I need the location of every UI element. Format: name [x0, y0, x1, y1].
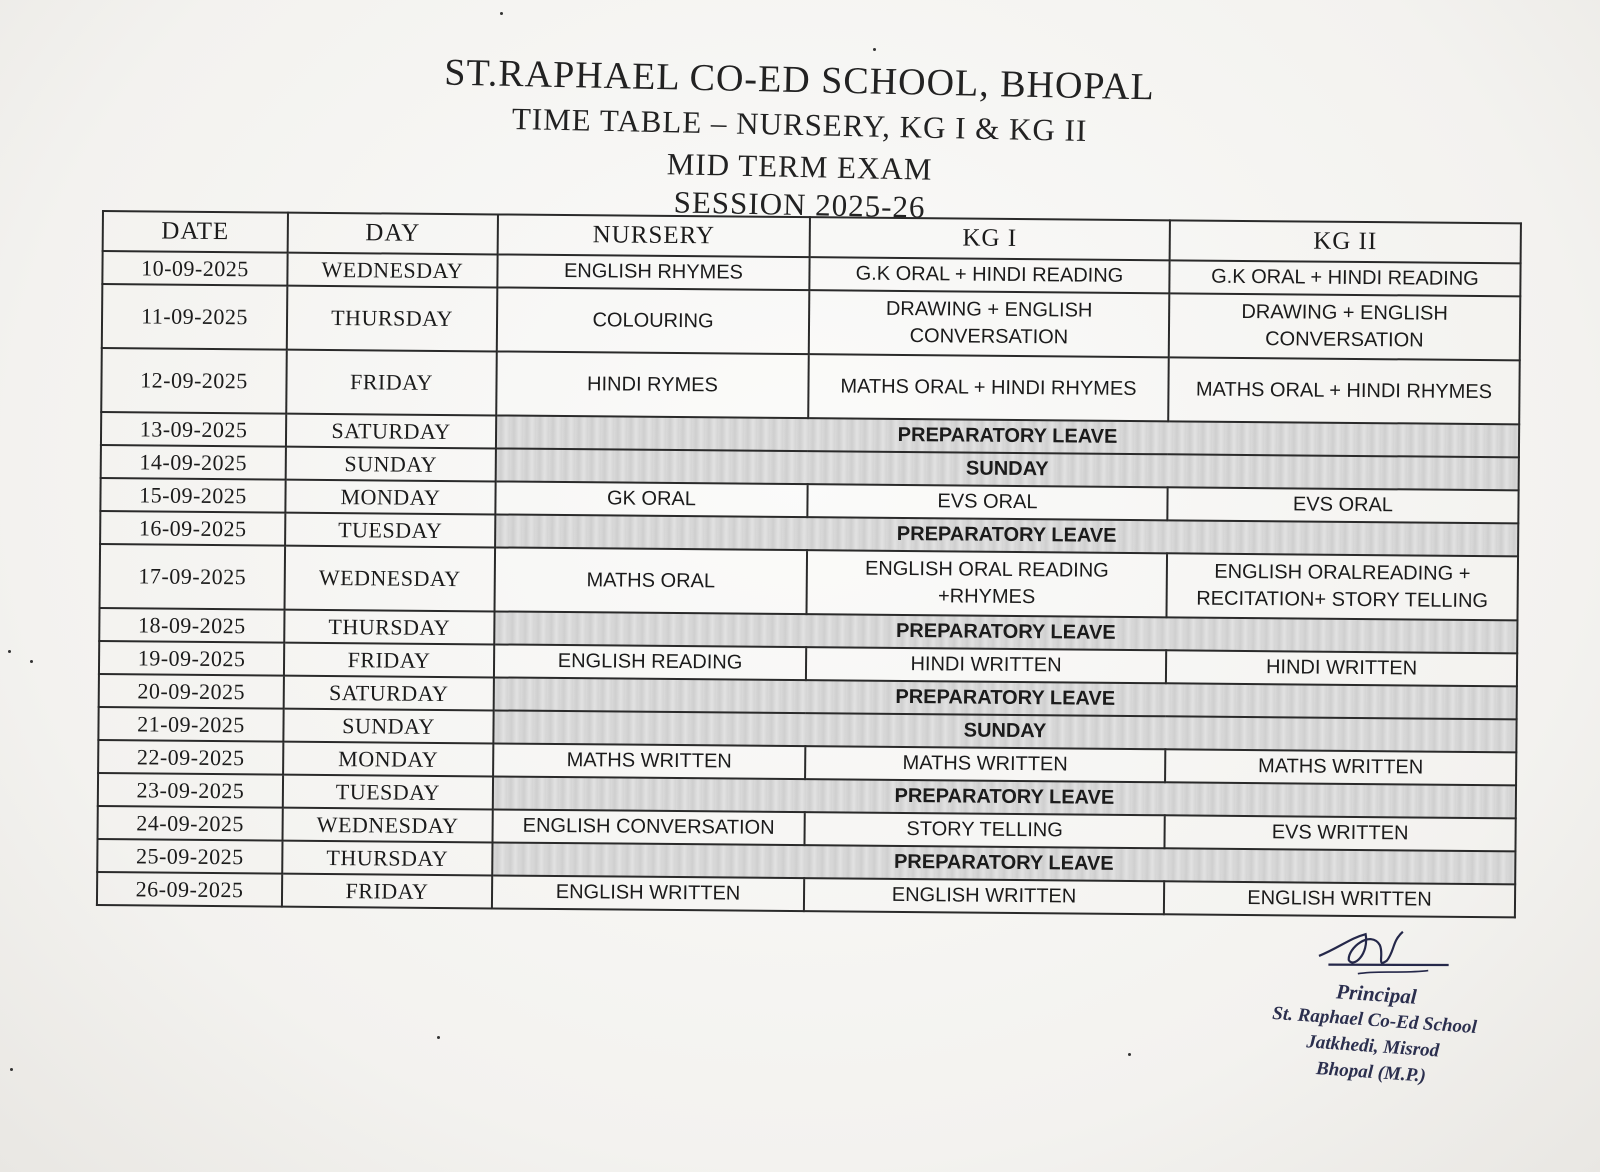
row-leave-cell: SUNDAY — [493, 710, 1516, 752]
row-date: 25-09-2025 — [97, 839, 282, 874]
row-leave-cell: PREPARATORY LEAVE — [494, 677, 1517, 719]
row-kg2-subject: DRAWING + ENGLISH CONVERSATION — [1169, 293, 1521, 360]
row-nursery-subject: COLOURING — [497, 287, 810, 354]
timetable-grid — [96, 210, 1522, 918]
school-name: ST.RAPHAEL CO-ED SCHOOL, BHOPAL — [443, 51, 1156, 109]
row-nursery-subject: ENGLISH READING — [494, 644, 806, 680]
scan-speck — [437, 1036, 440, 1039]
row-kg2-subject: EVS ORAL — [1167, 487, 1518, 523]
row-day: WEDNESDAY — [285, 546, 496, 612]
row-date: 16-09-2025 — [100, 511, 285, 546]
scan-speck — [1128, 1053, 1131, 1056]
row-kg1-subject: MATHS ORAL + HINDI RHYMES — [808, 354, 1169, 421]
row-date: 12-09-2025 — [101, 348, 287, 414]
row-kg2-subject: MATHS WRITTEN — [1165, 749, 1516, 785]
row-leave-cell: PREPARATORY LEAVE — [495, 514, 1518, 556]
row-kg1-subject: G.K ORAL + HINDI READING — [809, 257, 1169, 293]
stamp-school: St. Raphael Co-Ed School — [1271, 1002, 1478, 1039]
row-nursery-subject: ENGLISH CONVERSATION — [492, 809, 804, 845]
timetable — [96, 210, 1520, 918]
row-nursery-subject: ENGLISH RHYMES — [497, 254, 809, 290]
scan-speck — [10, 1068, 13, 1071]
row-kg2-subject: MATHS ORAL + HINDI RHYMES — [1168, 357, 1520, 424]
row-leave-cell: PREPARATORY LEAVE — [496, 415, 1519, 457]
column-header-kg1: KG I — [810, 217, 1170, 260]
row-day: TUESDAY — [283, 775, 493, 810]
row-date: 15-09-2025 — [100, 478, 285, 513]
row-day: THURSDAY — [282, 841, 492, 876]
column-header-date: DATE — [103, 211, 288, 253]
row-kg1-subject: ENGLISH ORAL READING +RHYMES — [806, 550, 1167, 617]
row-kg2-subject: HINDI WRITTEN — [1166, 650, 1517, 686]
stamp-city: Bhopal (M.P.) — [1315, 1058, 1427, 1087]
stamp-title: Principal — [1335, 979, 1418, 1009]
row-kg1-subject: EVS ORAL — [807, 484, 1167, 520]
stamp-locality: Jatkhedi, Misrod — [1305, 1031, 1440, 1062]
scan-speck — [30, 660, 33, 663]
row-kg2-subject: EVS WRITTEN — [1164, 815, 1515, 851]
scan-speck — [8, 650, 11, 653]
row-kg1-subject: MATHS WRITTEN — [805, 746, 1165, 782]
row-kg1-subject: ENGLISH WRITTEN — [804, 878, 1164, 914]
row-kg2-subject: G.K ORAL + HINDI READING — [1169, 260, 1520, 296]
row-date: 10-09-2025 — [102, 251, 287, 286]
row-date: 21-09-2025 — [98, 707, 283, 742]
row-date: 19-09-2025 — [99, 641, 284, 676]
session-title: SESSION 2025-26 — [673, 184, 926, 225]
row-day: THURSDAY — [287, 286, 498, 352]
row-date: 24-09-2025 — [98, 806, 283, 841]
row-day: MONDAY — [285, 480, 495, 515]
column-header-nursery: NURSERY — [498, 214, 810, 257]
row-day: THURSDAY — [284, 610, 494, 645]
row-date: 18-09-2025 — [99, 608, 284, 643]
row-day: WEDNESDAY — [287, 253, 497, 288]
timetable-body — [97, 251, 1521, 917]
row-date: 13-09-2025 — [101, 412, 286, 447]
row-nursery-subject: GK ORAL — [495, 481, 807, 517]
row-date: 20-09-2025 — [99, 674, 284, 709]
row-kg2-subject: ENGLISH ORALREADING + RECITATION+ STORY TELLING — [1166, 553, 1518, 620]
row-day: FRIDAY — [286, 350, 497, 416]
row-leave-cell: PREPARATORY LEAVE — [493, 776, 1516, 818]
row-kg1-subject: HINDI WRITTEN — [806, 647, 1166, 683]
row-day: SUNDAY — [286, 447, 496, 482]
row-day: SATURDAY — [286, 414, 496, 449]
row-day: SUNDAY — [283, 709, 493, 744]
row-day: WEDNESDAY — [283, 808, 493, 843]
row-date: 22-09-2025 — [98, 740, 283, 775]
column-header-kg2: KG II — [1170, 220, 1521, 263]
row-day: MONDAY — [283, 742, 493, 777]
principal-stamp — [1219, 910, 1532, 1120]
row-day: FRIDAY — [282, 874, 492, 909]
scan-speck — [500, 12, 503, 15]
column-header-day: DAY — [288, 213, 498, 255]
row-nursery-subject: MATHS WRITTEN — [493, 743, 805, 779]
row-day: FRIDAY — [284, 643, 494, 678]
row-nursery-subject: HINDI RYMES — [496, 351, 809, 418]
row-date: 26-09-2025 — [97, 872, 282, 907]
row-kg1-subject: STORY TELLING — [804, 812, 1164, 848]
row-date: 23-09-2025 — [98, 773, 283, 808]
timetable-title: TIME TABLE – NURSERY, KG I & KG II — [511, 100, 1088, 149]
row-nursery-subject: ENGLISH WRITTEN — [492, 875, 804, 911]
row-kg1-subject: DRAWING + ENGLISH CONVERSATION — [809, 290, 1170, 357]
scan-speck — [873, 48, 876, 51]
row-day: TUESDAY — [285, 513, 495, 548]
row-day: SATURDAY — [284, 676, 494, 711]
exam-title: MID TERM EXAM — [666, 146, 933, 187]
row-leave-cell: PREPARATORY LEAVE — [492, 842, 1515, 884]
row-date: 11-09-2025 — [102, 284, 288, 350]
row-date: 17-09-2025 — [100, 544, 286, 610]
row-nursery-subject: MATHS ORAL — [495, 547, 808, 614]
row-date: 14-09-2025 — [101, 445, 286, 480]
row-kg2-subject: ENGLISH WRITTEN — [1164, 881, 1515, 917]
row-leave-cell: PREPARATORY LEAVE — [494, 611, 1517, 653]
row-leave-cell: SUNDAY — [496, 448, 1519, 490]
